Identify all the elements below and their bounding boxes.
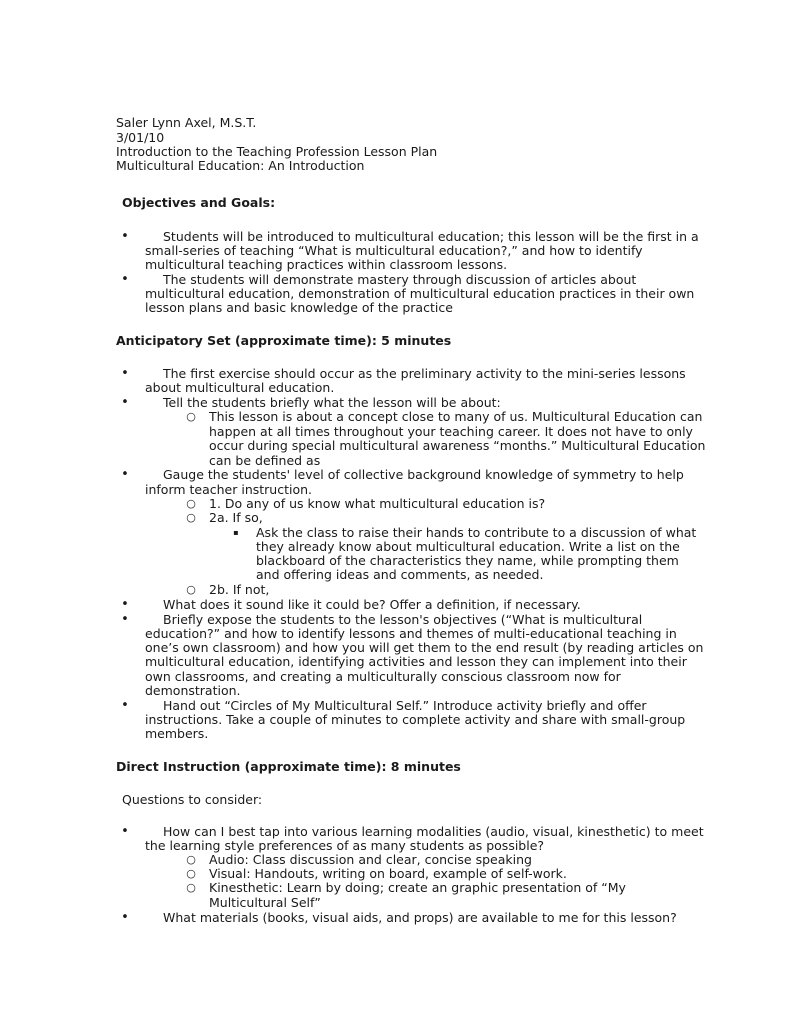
anticipatory-b3-line-2: inform teacher instruction.	[145, 482, 313, 497]
circle-bullet-icon: ○	[186, 497, 196, 510]
circle-bullet-icon: ○	[186, 511, 196, 524]
anticipatory-b2-sub-line-4: can be defined as	[209, 453, 321, 468]
circle-bullet-icon: ○	[186, 867, 196, 880]
bullet-icon: •	[121, 467, 129, 482]
direct-b1-line-1: How can I best tap into various learning modalities (audio, visual, kinesthetic) to meet	[163, 824, 704, 839]
anticipatory-b3-sub-2-sub-line-4: and offering ideas and comments, as needed.	[256, 567, 544, 582]
topic-line: Multicultural Education: An Introduction	[116, 158, 365, 173]
objective-2-line-1: The students will demonstrate mastery through discussion of articles about	[163, 272, 637, 287]
direct-b1-sub-kinesthetic-line-1: Kinesthetic: Learn by doing; create an graphic presentation of “My	[209, 880, 626, 895]
circle-bullet-icon: ○	[186, 853, 196, 866]
objective-2-line-3: lesson plans and basic knowledge of the practice	[145, 300, 453, 315]
anticipatory-b6-line-3: members.	[145, 726, 209, 741]
anticipatory-b5-line-1: Briefly expose the students to the lesson's objectives (“What is multicultural	[163, 612, 643, 627]
bullet-icon: •	[121, 597, 129, 612]
direct-b1-sub-visual: Visual: Handouts, writing on board, example of self-work.	[209, 866, 567, 881]
anticipatory-b1-line-2: about multicultural education.	[145, 380, 335, 395]
objective-1-line-2: small-series of teaching “What is multicultural education?,” and how to identify	[145, 243, 643, 258]
circle-bullet-icon: ○	[186, 583, 196, 596]
anticipatory-b3-line-1: Gauge the students' level of collective background knowledge of symmetry to help	[163, 467, 684, 482]
anticipatory-b5-line-2: education?” and how to identify lessons and themes of multi-educational teaching in	[145, 626, 677, 641]
anticipatory-b5-line-6: demonstration.	[145, 683, 241, 698]
objectives-heading: Objectives and Goals:	[122, 195, 276, 210]
direct-b1-sub-audio: Audio: Class discussion and clear, concise speaking	[209, 852, 532, 867]
objective-1-line-1: Students will be introduced to multicultural education; this lesson will be the first in a	[163, 229, 699, 244]
anticipatory-b4: What does it sound like it could be? Offer a definition, if necessary.	[163, 597, 581, 612]
questions-intro: Questions to consider:	[122, 792, 263, 807]
bullet-icon: •	[121, 366, 129, 381]
direct-b1-line-2: the learning style preferences of as many students as possible?	[145, 838, 545, 853]
anticipatory-b3-sub-2: 2a. If so,	[209, 510, 263, 525]
direct-b2: What materials (books, visual aids, and props) are available to me for this lesson?	[163, 910, 677, 925]
anticipatory-b3-sub-2-sub-line-2: they already know about multicultural education. Write a list on the	[256, 539, 680, 554]
anticipatory-b5-line-5: own classrooms, and creating a multiculturally conscious classroom now for	[145, 669, 621, 684]
anticipatory-b3-sub-2-sub-line-3: blackboard of the characteristics they name, while prompting them	[256, 553, 679, 568]
anticipatory-b6-line-1: Hand out “Circles of My Multicultural Self.” Introduce activity briefly and offer	[163, 698, 647, 713]
anticipatory-b2-sub-line-3: occur during special multicultural awareness “months.” Multicultural Education	[209, 438, 706, 453]
circle-bullet-icon: ○	[186, 410, 196, 423]
bullet-icon: •	[121, 395, 129, 410]
anticipatory-b6-line-2: instructions. Take a couple of minutes to complete activity and share with small-group	[145, 712, 686, 727]
bullet-icon: •	[121, 272, 129, 287]
anticipatory-b5-line-3: one’s own classroom) and how you will get them to the end result (by reading articles on	[145, 640, 704, 655]
author-line: Saler Lynn Axel, M.S.T.	[116, 115, 257, 130]
direct-b1-sub-kinesthetic-line-2: Multicultural Self”	[209, 895, 321, 910]
course-line: Introduction to the Teaching Profession Lesson Plan	[116, 144, 438, 159]
bullet-icon: •	[121, 910, 129, 925]
anticipatory-b2-sub-line-2: happen at all times throughout your teaching career. It does not have to only	[209, 424, 693, 439]
anticipatory-b5-line-4: multicultural education, identifying activities and lesson they can implement into their	[145, 654, 687, 669]
objective-1-line-3: multicultural teaching practices within classroom lessons.	[145, 257, 508, 272]
direct-instruction-heading: Direct Instruction (approximate time): 8 minutes	[116, 759, 461, 774]
anticipatory-b2-sub-line-1: This lesson is about a concept close to many of us. Multicultural Education can	[209, 409, 703, 424]
bullet-icon: •	[121, 229, 129, 244]
bullet-icon: •	[121, 824, 129, 839]
anticipatory-b3-sub-1: 1. Do any of us know what multicultural education is?	[209, 496, 546, 511]
bullet-icon: •	[121, 698, 129, 713]
anticipatory-b3-sub-2-sub-line-1: Ask the class to raise their hands to contribute to a discussion of what	[256, 525, 697, 540]
square-bullet-icon: ▪	[233, 528, 239, 537]
bullet-icon: •	[121, 612, 129, 627]
anticipatory-b3-sub-3: 2b. If not,	[209, 582, 270, 597]
date-line: 3/01/10	[116, 130, 165, 145]
anticipatory-b2: Tell the students briefly what the lesson will be about:	[163, 395, 501, 410]
circle-bullet-icon: ○	[186, 881, 196, 894]
anticipatory-b1-line-1: The first exercise should occur as the preliminary activity to the mini-series lessons	[163, 366, 686, 381]
objective-2-line-2: multicultural education, demonstration of multicultural education practices in their own	[145, 286, 695, 301]
anticipatory-heading: Anticipatory Set (approximate time): 5 minutes	[116, 333, 452, 348]
